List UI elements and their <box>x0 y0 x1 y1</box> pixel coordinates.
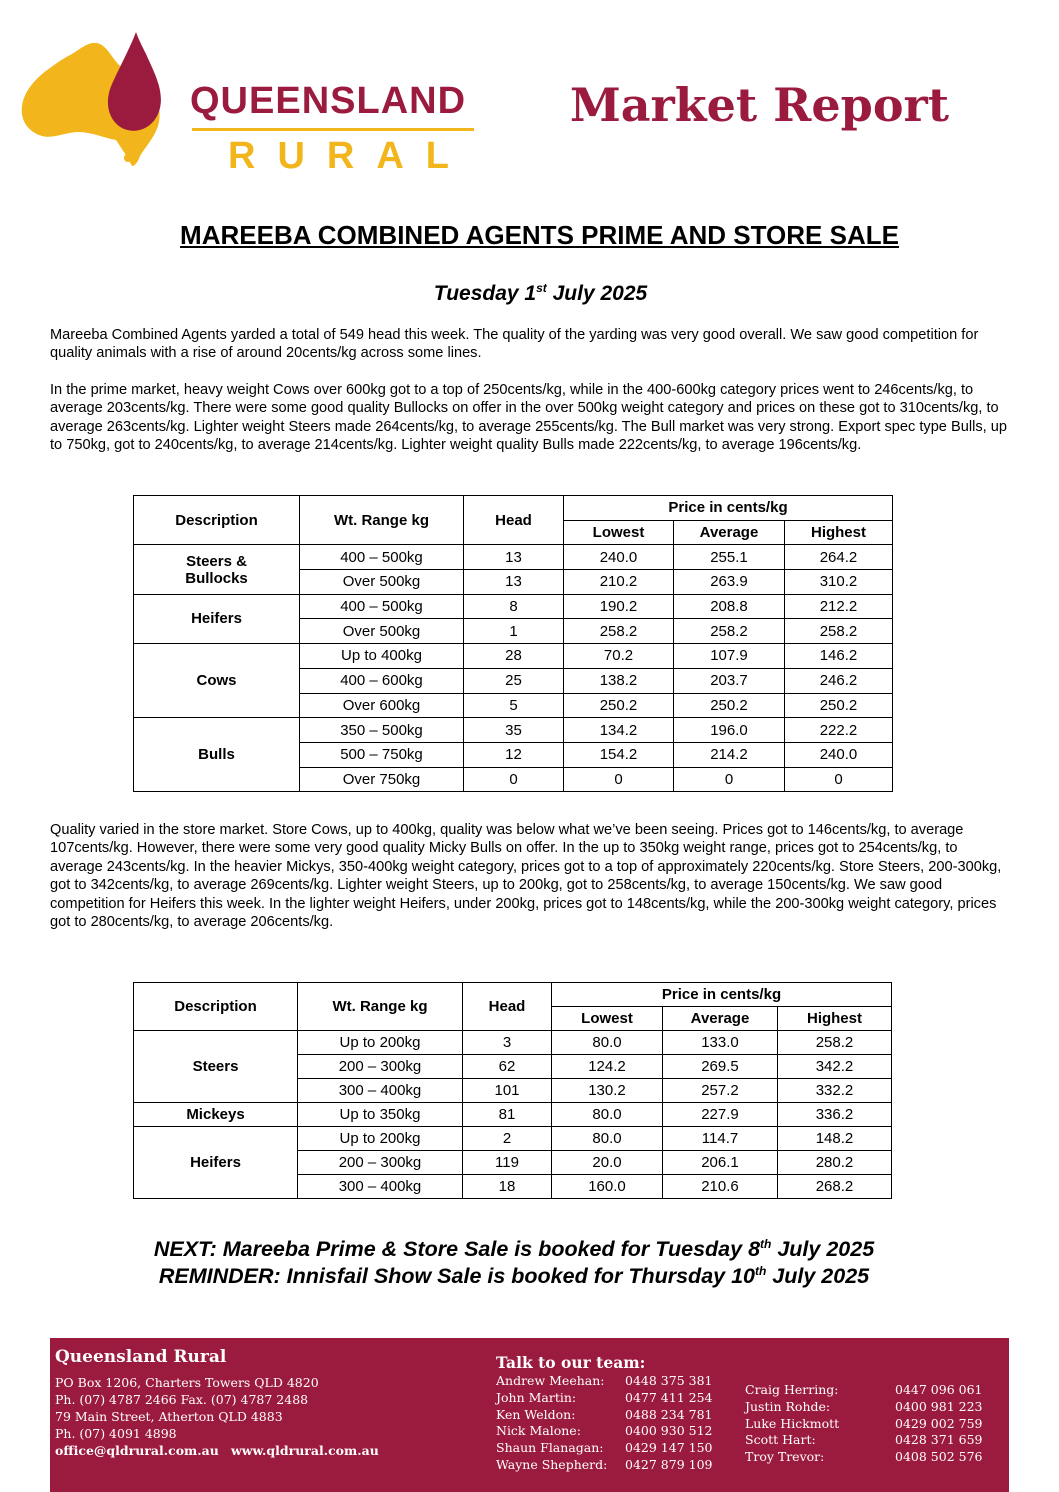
cell-highest: 222.2 <box>785 718 893 743</box>
cell-lowest: 210.2 <box>564 570 674 595</box>
row-group-description: Mickeys <box>134 1103 298 1127</box>
col-average: Average <box>663 1007 778 1031</box>
cell-wt-range: 400 – 500kg <box>300 545 464 570</box>
team-member-name: Ken Weldon: <box>496 1406 576 1422</box>
cell-highest: 212.2 <box>785 594 893 619</box>
cell-highest: 342.2 <box>778 1055 892 1079</box>
cell-average: 214.2 <box>674 742 785 767</box>
cell-lowest: 134.2 <box>564 718 674 743</box>
cell-lowest: 250.2 <box>564 693 674 718</box>
cell-average: 133.0 <box>663 1031 778 1055</box>
cell-average: 269.5 <box>663 1055 778 1079</box>
cell-wt-range: Over 600kg <box>300 693 464 718</box>
cell-head: 119 <box>463 1151 552 1175</box>
team-member-phone[interactable]: 0488 234 781 <box>625 1406 713 1422</box>
row-group-description: Heifers <box>134 594 300 643</box>
cell-lowest: 80.0 <box>552 1127 663 1151</box>
team-member-phone[interactable]: 0448 375 381 <box>625 1373 713 1388</box>
cell-highest: 258.2 <box>778 1031 892 1055</box>
cell-highest: 268.2 <box>778 1175 892 1199</box>
cell-average: 263.9 <box>674 570 785 595</box>
cell-head: 3 <box>463 1031 552 1055</box>
cell-head: 2 <box>463 1127 552 1151</box>
cell-lowest: 124.2 <box>552 1055 663 1079</box>
cell-lowest: 80.0 <box>552 1103 663 1127</box>
cell-wt-range: Up to 350kg <box>298 1103 463 1127</box>
cell-wt-range: 200 – 300kg <box>298 1151 463 1175</box>
cell-lowest: 240.0 <box>564 545 674 570</box>
team-member-phone[interactable]: 0400 930 512 <box>625 1423 713 1439</box>
cell-highest: 0 <box>785 767 893 792</box>
col-wt-range: Wt. Range kg <box>298 983 463 1031</box>
table-row <box>134 1031 892 1055</box>
team-member-phone[interactable]: 0447 096 061 <box>895 1382 983 1397</box>
prime-market-table <box>133 495 893 792</box>
cell-lowest: 190.2 <box>564 594 674 619</box>
cell-lowest: 258.2 <box>564 619 674 644</box>
store-market-paragraph: Quality varied in the store market. Store Cows, up to 400kg, quality was below what we’ve been seeing. Prices got to 146cents/kg, to average 107cents/kg. However, there were some very good quality Micky Bulls on offer. In the up to 350kg weight range, prices got to 254cents/kg, to average 243cents/kg. In the heavier Mickys, 350-400kg weight category, prices got to a top of approximately 220cents/kg. Store Steers, 200-300kg, got to 342cents/kg, to average 269cents/kg. Lighter weight Steers, up to 200kg, got to 258cents/kg, to average 150cents/kg. We saw good competition for Heifers this week. In the lighter weight Heifers, under 200kg, prices got to 148cents/kg, while the 200-300kg weight category, prices got to 280cents/kg, to average 206cents/kg. <box>50 822 1002 931</box>
reminder-sale-notice: REMINDER: Innisfail Show Sale is booked for Thursday 10th July 2025 <box>158 1264 870 1289</box>
cell-head: 25 <box>464 668 564 693</box>
cell-head: 13 <box>464 545 564 570</box>
row-group-description: Bulls <box>134 718 300 792</box>
cell-average: 196.0 <box>674 718 785 743</box>
cell-average: 208.8 <box>674 594 785 619</box>
team-member-name: Andrew Meehan: <box>496 1373 605 1388</box>
row-group-description: Cows <box>134 644 300 718</box>
team-member-phone[interactable]: 0428 371 659 <box>895 1432 983 1448</box>
team-member-name: Justin Rohde: <box>745 1398 831 1414</box>
cell-highest: 280.2 <box>778 1151 892 1175</box>
cell-head: 0 <box>464 767 564 792</box>
col-head: Head <box>464 496 564 545</box>
cell-wt-range: Up to 200kg <box>298 1031 463 1055</box>
cell-average: 255.1 <box>674 545 785 570</box>
team-member-name: John Martin: <box>496 1389 577 1405</box>
cell-head: 8 <box>464 594 564 619</box>
cell-average: 206.1 <box>663 1151 778 1175</box>
team-member-name: Scott Hart: <box>745 1432 816 1448</box>
team-member-name: Wayne Shepherd: <box>496 1457 608 1472</box>
team-member-name: Luke Hickmott <box>745 1415 840 1431</box>
report-title: Market Report <box>569 78 949 132</box>
cell-average: 257.2 <box>663 1079 778 1103</box>
col-lowest: Lowest <box>564 520 674 545</box>
row-group-description: Steers <box>134 1031 298 1103</box>
sale-title: MAREEBA COMBINED AGENTS PRIME AND STORE SALE <box>180 220 899 250</box>
cell-highest: 246.2 <box>785 668 893 693</box>
intro-paragraph: Mareeba Combined Agents yarded a total of 549 head this week. The quality of the yarding was very good overall. We saw good competition for quality animals with a rise of around 20cents/kg across some lines. <box>50 327 979 362</box>
col-lowest: Lowest <box>552 1007 663 1031</box>
cell-head: 12 <box>464 742 564 767</box>
cell-highest: 148.2 <box>778 1127 892 1151</box>
team-member-phone[interactable]: 0408 502 576 <box>895 1449 983 1465</box>
logo-divider <box>192 128 474 131</box>
cell-lowest: 20.0 <box>552 1151 663 1175</box>
footer-email-link[interactable]: office@qldrural.com.au <box>55 1443 219 1458</box>
cell-head: 1 <box>464 619 564 644</box>
table-row <box>134 594 893 619</box>
row-group-description: Steers & Bullocks <box>134 545 300 594</box>
cell-wt-range: Up to 200kg <box>298 1127 463 1151</box>
cell-lowest: 154.2 <box>564 742 674 767</box>
cell-wt-range: 300 – 400kg <box>298 1175 463 1199</box>
queensland-rural-logo <box>20 28 471 177</box>
footer-address-2: 79 Main Street, Atherton QLD 4883 <box>55 1409 283 1424</box>
store-market-table <box>133 982 892 1199</box>
table-row <box>134 644 893 669</box>
cell-lowest: 0 <box>564 767 674 792</box>
cell-lowest: 130.2 <box>552 1079 663 1103</box>
team-member-name: Shaun Flanagan: <box>496 1440 604 1456</box>
cell-head: 62 <box>463 1055 552 1079</box>
cell-head: 81 <box>463 1103 552 1127</box>
sale-date: Tuesday 1st July 2025 <box>433 281 648 305</box>
cell-average: 107.9 <box>674 644 785 669</box>
cell-wt-range: 350 – 500kg <box>300 718 464 743</box>
australia-map-icon <box>20 28 190 168</box>
cell-head: 5 <box>464 693 564 718</box>
cell-wt-range: Up to 400kg <box>300 644 464 669</box>
cell-average: 114.7 <box>663 1127 778 1151</box>
logo-wordmark-rural: RURAL <box>228 135 471 177</box>
cell-head: 18 <box>463 1175 552 1199</box>
cell-head: 13 <box>464 570 564 595</box>
cell-head: 28 <box>464 644 564 669</box>
footer <box>50 1338 1009 1492</box>
team-member-name: Troy Trevor: <box>745 1449 825 1465</box>
col-price-group: Price in cents/kg <box>564 496 893 521</box>
cell-wt-range: Over 750kg <box>300 767 464 792</box>
table-row <box>134 1103 892 1127</box>
cell-lowest: 138.2 <box>564 668 674 693</box>
col-description: Description <box>134 983 298 1031</box>
table-row <box>134 545 893 570</box>
col-average: Average <box>674 520 785 545</box>
cell-highest: 146.2 <box>785 644 893 669</box>
cell-lowest: 160.0 <box>552 1175 663 1199</box>
cell-wt-range: 300 – 400kg <box>298 1079 463 1103</box>
cell-highest: 264.2 <box>785 545 893 570</box>
cell-highest: 240.0 <box>785 742 893 767</box>
col-highest: Highest <box>785 520 893 545</box>
table-row <box>134 718 893 743</box>
cell-average: 250.2 <box>674 693 785 718</box>
col-highest: Highest <box>778 1007 892 1031</box>
team-member-phone[interactable]: 0429 002 759 <box>895 1415 983 1431</box>
col-price-group: Price in cents/kg <box>552 983 892 1007</box>
cell-highest: 258.2 <box>785 619 893 644</box>
cell-highest: 336.2 <box>778 1103 892 1127</box>
footer-phone-1: Ph. (07) 4787 2466 Fax. (07) 4787 2488 <box>55 1392 309 1407</box>
cell-average: 210.6 <box>663 1175 778 1199</box>
cell-highest: 250.2 <box>785 693 893 718</box>
col-wt-range: Wt. Range kg <box>300 496 464 545</box>
cell-wt-range: 500 – 750kg <box>300 742 464 767</box>
footer-team-heading: Talk to our team: <box>496 1353 646 1372</box>
cell-average: 203.7 <box>674 668 785 693</box>
row-group-description: Heifers <box>134 1127 298 1199</box>
team-member-name: Nick Malone: <box>496 1423 581 1439</box>
footer-company-name: Queensland Rural <box>55 1347 227 1367</box>
team-member-phone[interactable]: 0400 981 223 <box>895 1398 983 1414</box>
prime-market-paragraph: In the prime market, heavy weight Cows over 600kg got to a top of 250cents/kg, while in the 400-600kg category prices went to 246cents/kg, to average 203cents/kg. There were some good quality Bullocks on offer in the over 500kg weight category and prices on these got to 310cents/kg, to average 263cents/kg. Lighter weight Steers made 264cents/kg, to average 255cents/kg. The Bull market was very strong. Export spec type Bulls, up to 750kg, got to 240cents/kg, to average 214cents/kg. Lighter weight quality Bulls made 222cents/kg, to average 196cents/kg. <box>50 382 1007 454</box>
cell-lowest: 70.2 <box>564 644 674 669</box>
table-row <box>134 1127 892 1151</box>
cell-wt-range: 400 – 600kg <box>300 668 464 693</box>
cell-wt-range: 200 – 300kg <box>298 1055 463 1079</box>
cell-lowest: 80.0 <box>552 1031 663 1055</box>
col-head: Head <box>463 983 552 1031</box>
cell-wt-range: 400 – 500kg <box>300 594 464 619</box>
cell-average: 0 <box>674 767 785 792</box>
cell-average: 258.2 <box>674 619 785 644</box>
cell-highest: 310.2 <box>785 570 893 595</box>
team-member-phone[interactable]: 0427 879 109 <box>625 1457 713 1472</box>
cell-wt-range: Over 500kg <box>300 619 464 644</box>
cell-average: 227.9 <box>663 1103 778 1127</box>
cell-head: 101 <box>463 1079 552 1103</box>
team-member-name: Craig Herring: <box>745 1382 839 1397</box>
team-member-phone[interactable]: 0429 147 150 <box>625 1440 713 1456</box>
cell-highest: 332.2 <box>778 1079 892 1103</box>
next-sale-notice: NEXT: Mareeba Prime & Store Sale is booked for Tuesday 8th July 2025 <box>153 1237 875 1262</box>
logo-wordmark-queensland: QUEENSLAND <box>190 80 467 122</box>
footer-phone-2: Ph. (07) 4091 4898 <box>55 1426 177 1441</box>
cell-head: 35 <box>464 718 564 743</box>
team-member-phone[interactable]: 0477 411 254 <box>625 1389 713 1405</box>
footer-website-link[interactable]: www.qldrural.com.au <box>231 1443 379 1458</box>
footer-address-1: PO Box 1206, Charters Towers QLD 4820 <box>55 1375 319 1390</box>
cell-wt-range: Over 500kg <box>300 570 464 595</box>
col-description: Description <box>134 496 300 545</box>
